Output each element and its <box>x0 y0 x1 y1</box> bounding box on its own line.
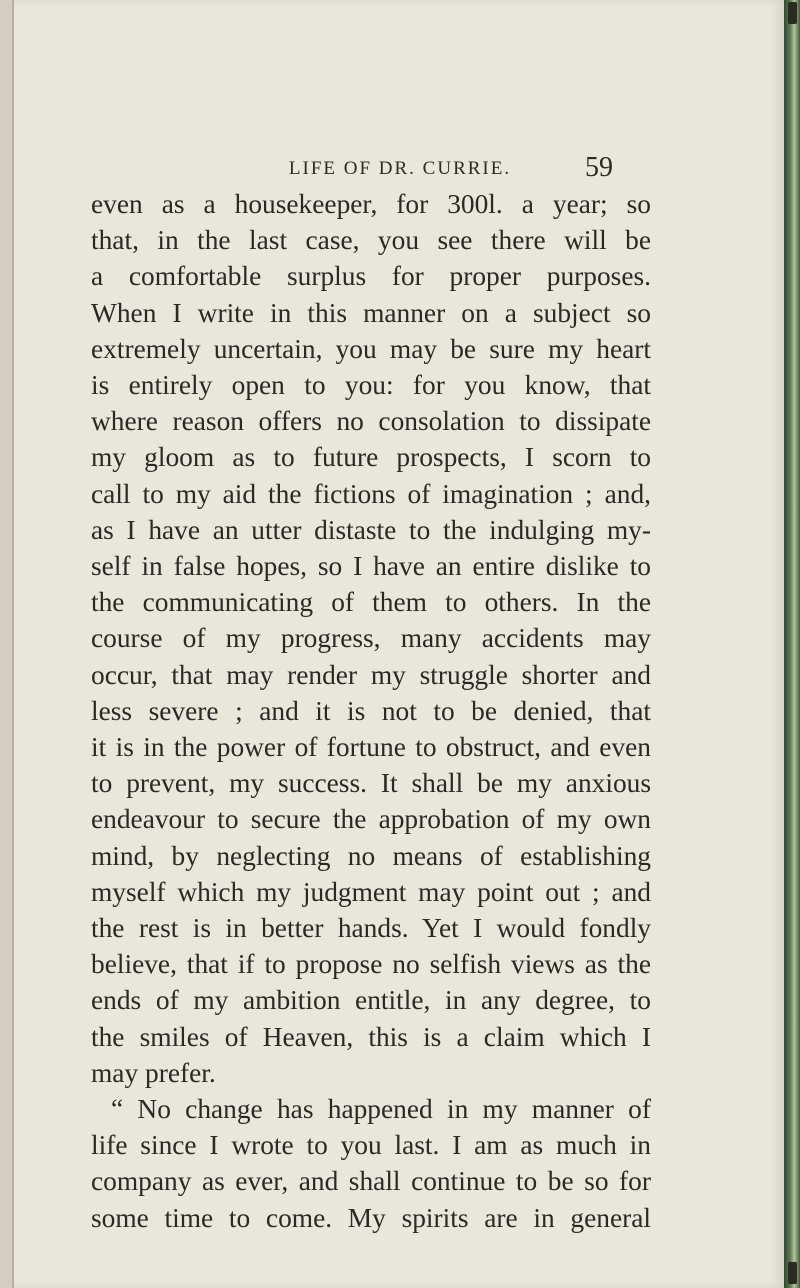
text-line: occur, that may render my struggle shorter and <box>91 659 651 690</box>
text-line: endeavour to secure the approbation of my own <box>91 804 651 835</box>
body-text <box>91 186 651 1236</box>
text-line: where reason offers no consolation to dissipate <box>91 406 651 437</box>
page-header <box>0 148 800 188</box>
page-number: 59 <box>585 152 613 183</box>
text-line: When I write in this manner on a subject so <box>91 297 651 328</box>
text-line: it is in the power of fortune to obstruct, and even <box>91 732 651 763</box>
text-line: less severe ; and it is not to be denied, that <box>91 695 651 726</box>
text-line: ends of my ambition entitle, in any degree, to <box>91 985 651 1016</box>
text-line: my gloom as to future prospects, I scorn to <box>91 442 651 473</box>
spine-mark <box>788 2 797 24</box>
text-line: company as ever, and shall continue to be so for <box>91 1166 651 1197</box>
text-line: as I have an utter distaste to the indulging my- <box>91 514 651 545</box>
text-line: the communicating of them to others. In the <box>91 587 651 618</box>
text-line: mind, by neglecting no means of establishing <box>91 840 651 871</box>
text-line: course of my progress, many accidents may <box>91 623 651 654</box>
text-line: life since I wrote to you last. I am as much in <box>91 1130 651 1161</box>
text-line: some time to come. My spirits are in general <box>91 1202 651 1233</box>
text-line: myself which my judgment may point out ; and <box>91 876 651 907</box>
text-line: even as a housekeeper, for 300l. a year; so <box>91 189 651 219</box>
text-line: “ No change has happened in my manner of <box>111 1094 651 1125</box>
text-line: that, in the last case, you see there will be <box>91 225 651 256</box>
spine-mark <box>788 1262 797 1284</box>
text-line: may prefer. <box>91 1057 216 1088</box>
text-line: is entirely open to you: for you know, that <box>91 370 651 401</box>
text-line: the smiles of Heaven, this is a claim which I <box>91 1021 651 1052</box>
book-spine <box>784 0 800 1288</box>
text-line: a comfortable surplus for proper purposes. <box>91 261 651 292</box>
text-line: self in false hopes, so I have an entire dislike to <box>91 551 651 582</box>
text-line: to prevent, my success. It shall be my anxious <box>91 768 651 799</box>
page-edge <box>12 0 14 1288</box>
text-line: extremely uncertain, you may be sure my heart <box>91 333 651 364</box>
text-line: believe, that if to propose no selfish views as the <box>91 949 651 980</box>
text-line: call to my aid the fictions of imagination ; and, <box>91 478 651 509</box>
text-line: the rest is in better hands. Yet I would fondly <box>91 913 651 944</box>
running-title: LIFE OF DR. CURRIE. <box>288 158 512 179</box>
